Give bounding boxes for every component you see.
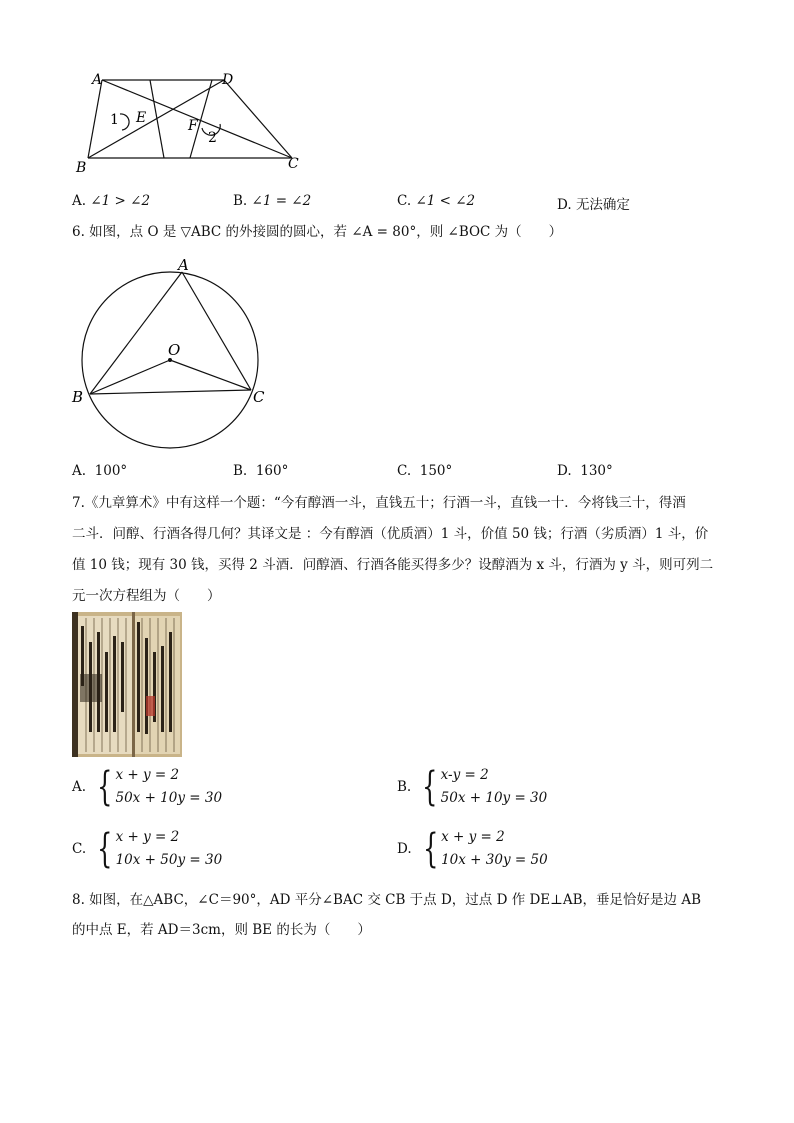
ancient-book-image [72, 612, 182, 757]
angle-1-arc [120, 114, 129, 130]
q5-option-b: B. ∠1 = ∠2 [233, 193, 312, 209]
brace-icon: { [97, 764, 113, 810]
label-A: A [92, 72, 103, 88]
label-A: A [178, 256, 189, 274]
q6-stem: 6. 如图，点 O 是 ▽ABC 的外接圆的圆心，若 ∠A = 80°，则 ∠BOC 为（ ） [72, 224, 563, 240]
q7-option-a [72, 764, 222, 810]
trapezoid-figure [70, 66, 310, 178]
q7-option-d [397, 826, 548, 872]
label-B: B [76, 160, 87, 176]
option-letter: A. [72, 779, 87, 795]
segment-E-line [150, 80, 164, 158]
brace-icon: { [422, 826, 439, 872]
q6-option-d: D. 130° [557, 463, 613, 479]
equation-1: x-y = 2 [440, 767, 489, 783]
q7-line-3: 值 10 钱；现有 30 钱，买得 2 斗酒．问醇酒、行酒各能买得多少？设醇酒为 x 斗，行酒为 y 斗，则可列二 [72, 557, 714, 573]
q7-option-b [397, 764, 547, 810]
label-O: O [168, 341, 181, 359]
label-C: C [253, 388, 265, 406]
q6-option-a: A. 100° [72, 463, 128, 479]
equation-2: 10x + 50y = 30 [115, 852, 223, 868]
equation-2: 10x + 30y = 50 [441, 852, 548, 868]
q5-option-c: C. ∠1 < ∠2 [397, 193, 476, 209]
q7-line-4: 元一次方程组为（ ） [72, 588, 221, 604]
segment-OB [90, 360, 170, 394]
segment-OC [170, 360, 251, 390]
q6-option-b: B. 160° [233, 463, 289, 479]
segment-AB [90, 272, 182, 394]
equation-2: 50x + 10y = 30 [440, 790, 548, 806]
label-B: B [72, 388, 84, 406]
label-angle-2: 2 [208, 130, 217, 146]
option-letter: B. [397, 779, 412, 795]
circle-figure [68, 254, 288, 460]
equation-1: x + y = 2 [115, 829, 180, 845]
q7-line-2: 二斗．问醇、行酒各得几何？其译文是 ：今有醇酒（优质酒）1 斗，价值 50 钱；行酒（劣质酒）1 斗，价 [72, 526, 709, 542]
label-C: C [288, 156, 299, 172]
label-F: F [188, 118, 198, 134]
q5-option-d: D. 无法确定 [557, 197, 630, 213]
option-letter: C. [72, 841, 87, 857]
q7-option-c [72, 826, 222, 872]
label-angle-1: 1 [110, 112, 119, 128]
q8-line-2: 的中点 E，若 AD＝3cm，则 BE 的长为（ ） [72, 922, 371, 938]
label-E: E [136, 110, 147, 126]
segment-BC [90, 390, 251, 394]
option-letter: D. [397, 841, 412, 857]
segment-AC [182, 272, 251, 390]
equation-1: x + y = 2 [115, 767, 180, 783]
equation-2: 50x + 10y = 30 [115, 790, 223, 806]
segment-BD [88, 80, 224, 158]
label-D: D [222, 72, 234, 88]
q8-line-1: 8. 如图，在△ABC，∠C＝90°，AD 平分∠BAC 交 CB 于点 D，过点 D 作 DE⊥AB，垂足恰好是边 AB [72, 892, 701, 908]
segment-DC [224, 80, 292, 158]
segment-AB [88, 80, 102, 158]
brace-icon: { [97, 826, 113, 872]
q5-option-a: A. ∠1 > ∠2 [72, 193, 151, 209]
equation-1: x + y = 2 [441, 829, 505, 845]
q7-line-1: 7.《九章算术》中有这样一个题：“今有醇酒一斗，直钱五十；行酒一斗，直钱一十．今将钱三十，得酒 [72, 495, 686, 511]
q6-option-c: C. 150° [397, 463, 453, 479]
brace-icon: { [422, 764, 438, 810]
